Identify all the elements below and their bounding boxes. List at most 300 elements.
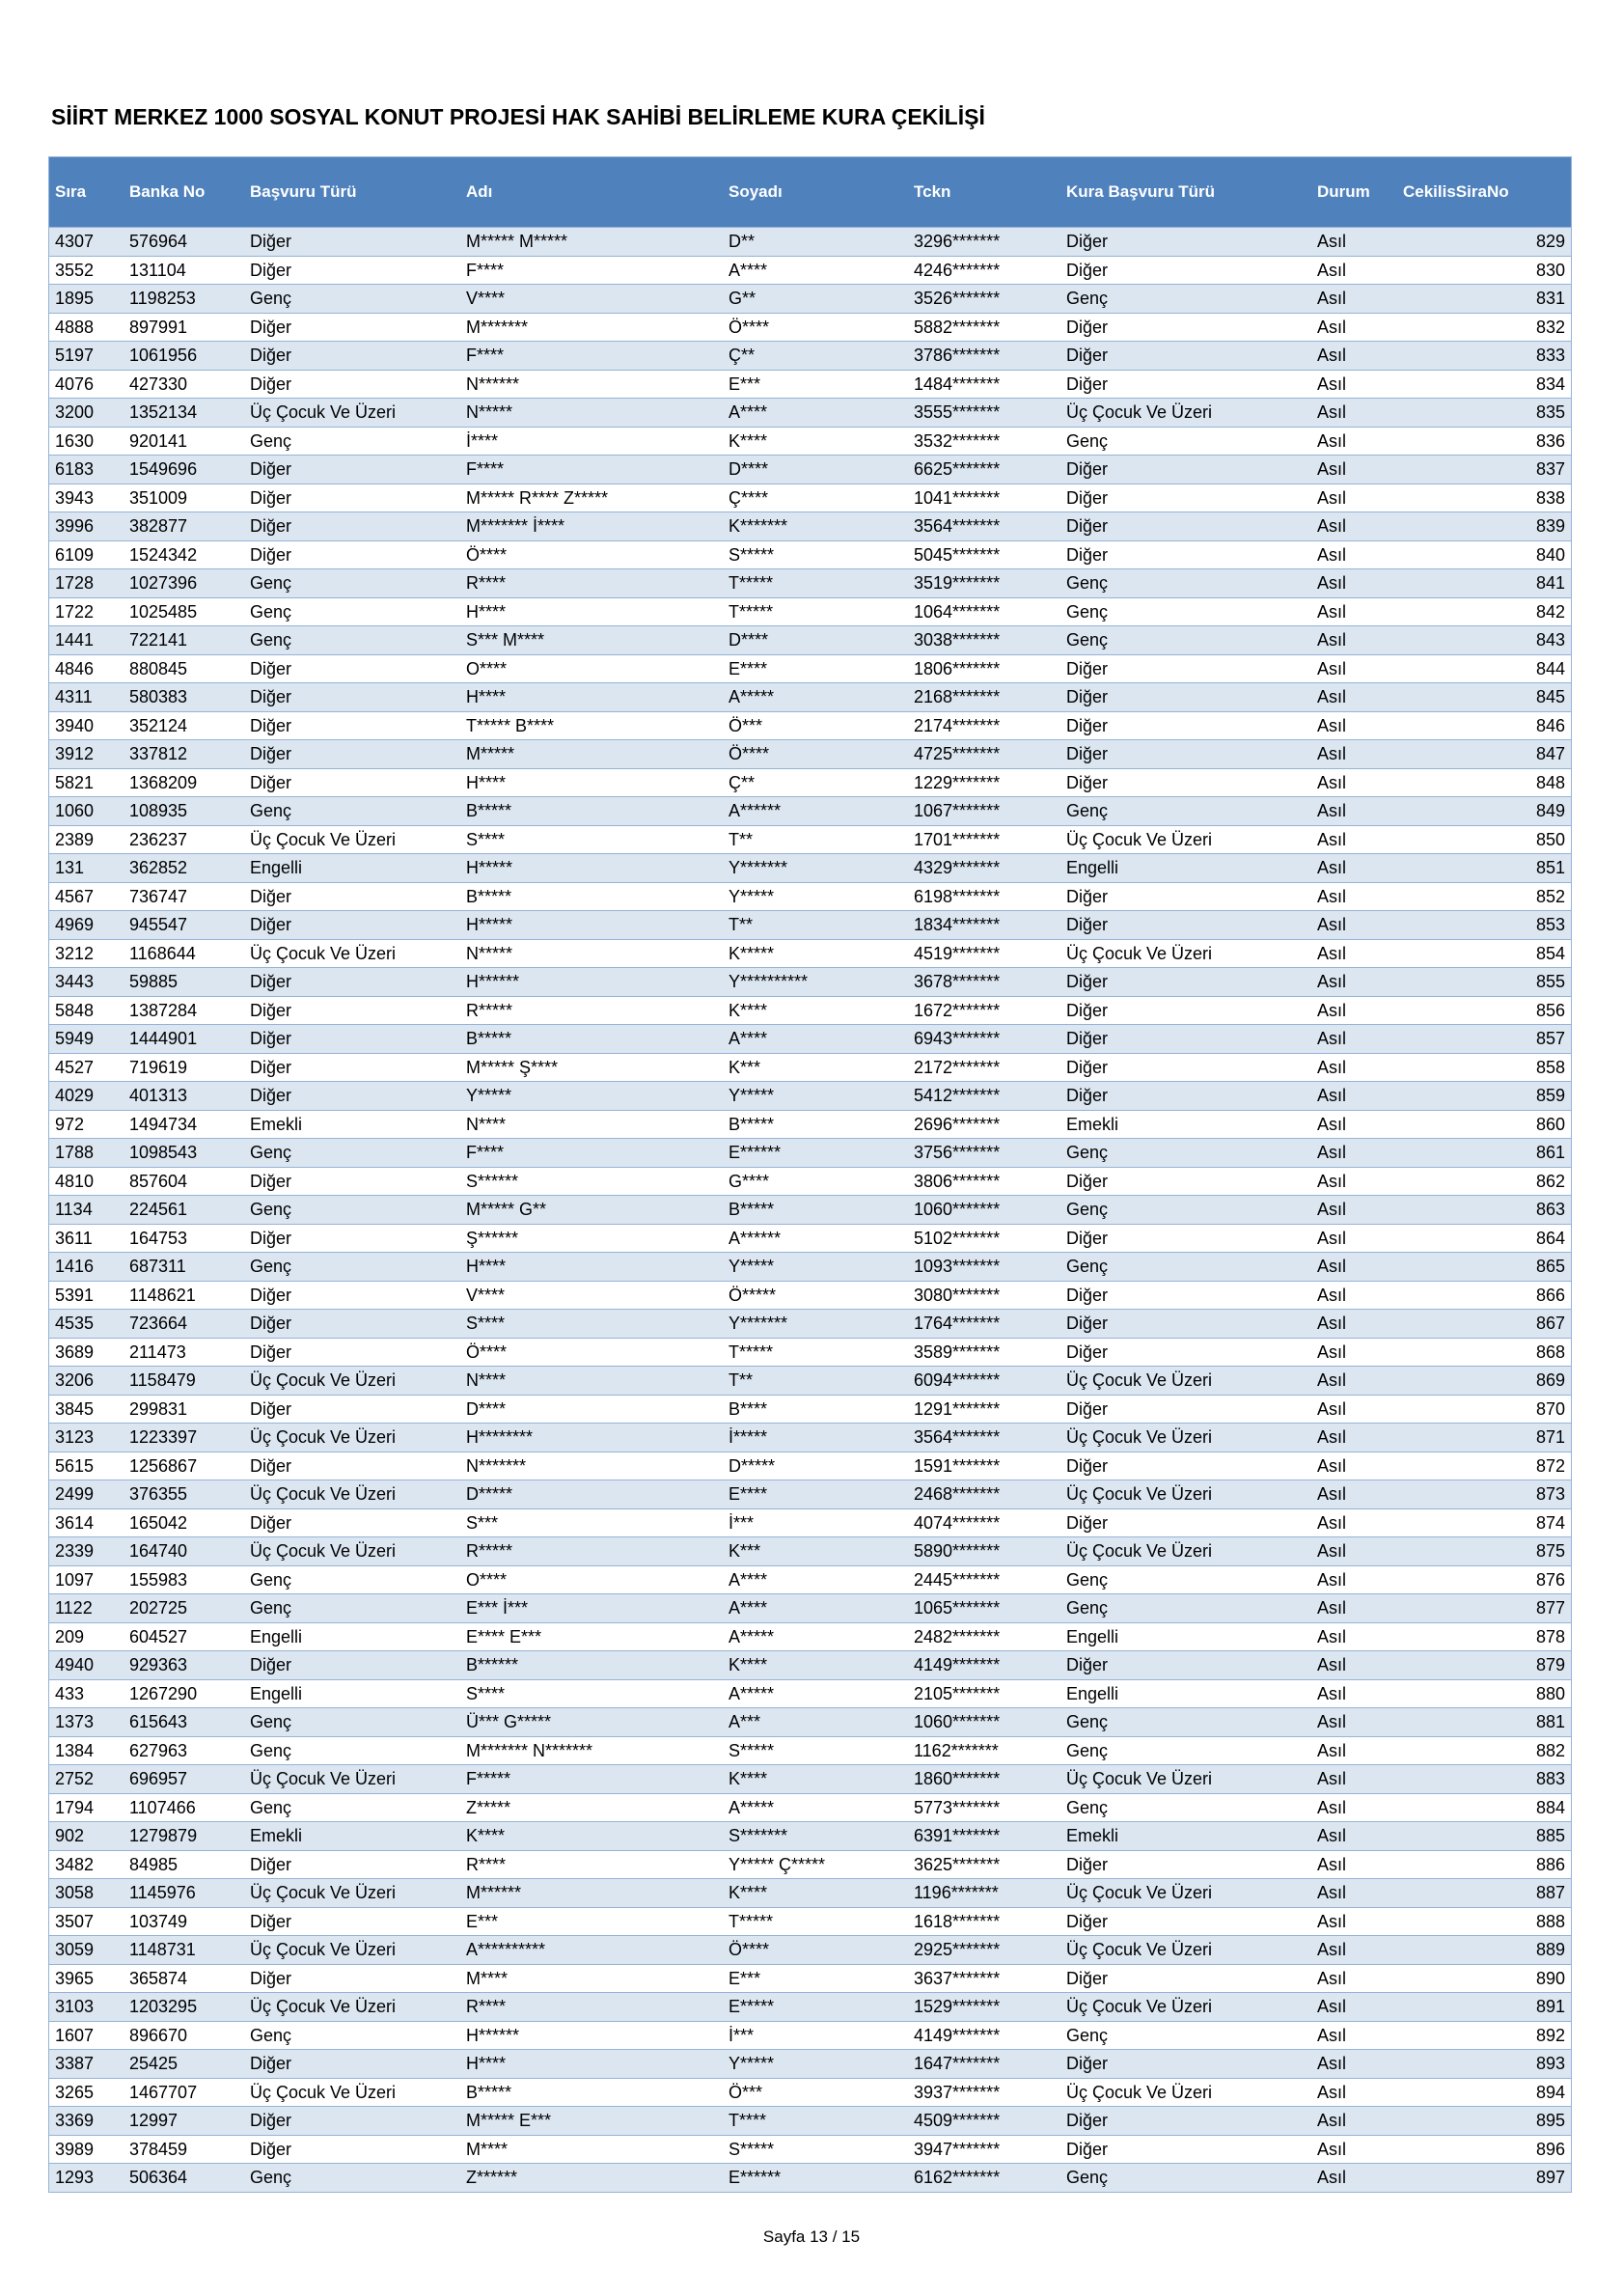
cell-sira: 3443	[55, 972, 95, 992]
cell-banka-no: 164740	[129, 1541, 188, 1562]
cell-cekilis-sira-no: 854	[1535, 943, 1565, 963]
cell-basvuru-turu: Üç Çocuk Ve Üzeri	[250, 1883, 397, 1903]
cell-durum: Asıl	[1317, 232, 1347, 252]
table-row	[49, 2135, 1571, 2164]
cell-durum: Asıl	[1317, 658, 1347, 678]
cell-basvuru-turu: Üç Çocuk Ve Üzeri	[250, 1541, 397, 1562]
cell-basvuru-turu: Genç	[250, 1569, 292, 1590]
cell-tckn: 5882*******	[914, 317, 1001, 337]
cell-banka-no: 378459	[129, 2139, 188, 2159]
cell-sira: 1384	[55, 1740, 95, 1760]
cell-basvuru-turu: Üç Çocuk Ve Üzeri	[250, 1427, 397, 1448]
cell-banka-no: 202725	[129, 1598, 188, 1618]
cell-banka-no: 615643	[129, 1712, 188, 1732]
cell-banka-no: 1098543	[129, 1143, 198, 1163]
cell-kura-basvuru-turu: Diğer	[1066, 317, 1109, 337]
table-row	[49, 1536, 1571, 1565]
cell-soyadi: Ö****	[729, 744, 770, 764]
cell-basvuru-turu: Genç	[250, 1797, 292, 1817]
cell-sira: 4311	[55, 687, 93, 707]
cell-adi: N****	[466, 1114, 507, 1134]
cell-durum: Asıl	[1317, 544, 1347, 565]
cell-banka-no: 165042	[129, 1512, 188, 1533]
cell-durum: Asıl	[1317, 1029, 1347, 1049]
cell-soyadi: K****	[729, 1655, 768, 1675]
cell-soyadi: Ö****	[729, 1940, 770, 1960]
cell-basvuru-turu: Diğer	[250, 516, 292, 537]
table-row	[49, 1622, 1571, 1651]
cell-tckn: 2445*******	[914, 1569, 1001, 1590]
cell-kura-basvuru-turu: Üç Çocuk Ve Üzeri	[1066, 402, 1213, 423]
cell-durum: Asıl	[1317, 915, 1347, 935]
cell-basvuru-turu: Diğer	[250, 346, 292, 366]
cell-banka-no: 131104	[129, 260, 186, 280]
cell-tckn: 2168*******	[914, 687, 1001, 707]
cell-kura-basvuru-turu: Emekli	[1066, 1114, 1119, 1134]
cell-soyadi: T**	[729, 829, 754, 849]
cell-kura-basvuru-turu: Diğer	[1066, 1655, 1109, 1675]
cell-kura-basvuru-turu: Diğer	[1066, 516, 1109, 537]
cell-durum: Asıl	[1317, 2111, 1347, 2131]
cell-adi: F****	[466, 1143, 505, 1163]
cell-adi: Ö****	[466, 1342, 508, 1362]
cell-banka-no: 376355	[129, 1484, 188, 1505]
cell-banka-no: 108935	[129, 801, 188, 821]
cell-adi: N****	[466, 1370, 507, 1391]
cell-kura-basvuru-turu: Diğer	[1066, 2111, 1109, 2131]
cell-durum: Asıl	[1317, 487, 1347, 508]
header-sira: Sıra	[55, 182, 87, 201]
cell-sira: 5197	[55, 346, 95, 366]
cell-cekilis-sira-no: 884	[1535, 1797, 1565, 1817]
cell-soyadi: Ö****	[729, 317, 770, 337]
cell-banka-no: 723664	[129, 1314, 188, 1334]
cell-basvuru-turu: Genç	[250, 1200, 292, 1220]
cell-basvuru-turu: Diğer	[250, 1057, 292, 1077]
cell-durum: Asıl	[1317, 2139, 1347, 2159]
cell-kura-basvuru-turu: Engelli	[1066, 858, 1119, 878]
cell-basvuru-turu: Üç Çocuk Ve Üzeri	[250, 1370, 397, 1391]
cell-basvuru-turu: Genç	[250, 1712, 292, 1732]
cell-adi: E***	[466, 1911, 499, 1931]
cell-sira: 1373	[55, 1712, 95, 1732]
cell-soyadi: K***	[729, 1541, 761, 1562]
cell-adi: F*****	[466, 1769, 511, 1789]
cell-cekilis-sira-no: 850	[1535, 829, 1565, 849]
cell-cekilis-sira-no: 856	[1535, 1000, 1565, 1020]
cell-cekilis-sira-no: 891	[1535, 1997, 1565, 2017]
cell-soyadi: S*****	[729, 1740, 775, 1760]
cell-kura-basvuru-turu: Üç Çocuk Ve Üzeri	[1066, 1484, 1213, 1505]
table-row	[49, 427, 1571, 456]
cell-cekilis-sira-no: 859	[1535, 1086, 1565, 1106]
cell-tckn: 1647*******	[914, 2054, 1001, 2074]
cell-kura-basvuru-turu: Üç Çocuk Ve Üzeri	[1066, 2082, 1213, 2102]
cell-adi: M*****	[466, 744, 515, 764]
cell-adi: T***** B****	[466, 715, 555, 735]
cell-soyadi: K***	[729, 1057, 761, 1077]
cell-tckn: 1484*******	[914, 373, 1001, 394]
cell-tckn: 3625*******	[914, 1854, 1001, 1874]
table-row	[49, 1878, 1571, 1907]
cell-adi: E*** İ***	[466, 1598, 529, 1618]
cell-kura-basvuru-turu: Diğer	[1066, 1057, 1109, 1077]
cell-kura-basvuru-turu: Diğer	[1066, 2054, 1109, 2074]
cell-adi: B*****	[466, 801, 512, 821]
cell-sira: 3369	[55, 2111, 95, 2131]
cell-tckn: 2696*******	[914, 1114, 1001, 1134]
cell-banka-no: 1158479	[129, 1370, 196, 1391]
cell-adi: S****	[466, 829, 506, 849]
cell-adi: R*****	[466, 1541, 513, 1562]
cell-adi: M***** M*****	[466, 232, 568, 252]
cell-durum: Asıl	[1317, 1740, 1347, 1760]
cell-soyadi: İ***	[729, 2025, 755, 2045]
cell-sira: 6183	[55, 459, 95, 480]
cell-durum: Asıl	[1317, 1114, 1347, 1134]
cell-kura-basvuru-turu: Diğer	[1066, 1398, 1109, 1419]
cell-tckn: 3678*******	[914, 972, 1001, 992]
cell-banka-no: 84985	[129, 1854, 179, 1874]
cell-banka-no: 736747	[129, 886, 188, 906]
cell-kura-basvuru-turu: Genç	[1066, 1740, 1109, 1760]
cell-banka-no: 351009	[129, 487, 188, 508]
header-adi: Adı	[466, 182, 493, 201]
cell-cekilis-sira-no: 876	[1535, 1569, 1565, 1590]
cell-cekilis-sira-no: 843	[1535, 630, 1565, 650]
cell-kura-basvuru-turu: Üç Çocuk Ve Üzeri	[1066, 1940, 1213, 1960]
cell-soyadi: T**	[729, 915, 754, 935]
cell-basvuru-turu: Diğer	[250, 2054, 292, 2074]
cell-sira: 972	[55, 1114, 85, 1134]
table-row	[49, 1195, 1571, 1224]
cell-cekilis-sira-no: 847	[1535, 744, 1565, 764]
cell-cekilis-sira-no: 873	[1535, 1484, 1565, 1505]
cell-adi: H*****	[466, 915, 513, 935]
cell-adi: B*****	[466, 886, 512, 906]
cell-sira: 1293	[55, 2168, 95, 2188]
cell-cekilis-sira-no: 846	[1535, 715, 1565, 735]
cell-basvuru-turu: Genç	[250, 2025, 292, 2045]
cell-durum: Asıl	[1317, 430, 1347, 451]
table-row	[49, 1281, 1571, 1310]
cell-sira: 3212	[55, 943, 95, 963]
cell-tckn: 4149*******	[914, 1655, 1001, 1675]
cell-basvuru-turu: Diğer	[250, 1000, 292, 1020]
cell-cekilis-sira-no: 848	[1535, 772, 1565, 792]
cell-tckn: 6198*******	[914, 886, 1001, 906]
cell-banka-no: 103749	[129, 1911, 188, 1931]
cell-kura-basvuru-turu: Diğer	[1066, 1854, 1109, 1874]
cell-sira: 1441	[55, 630, 95, 650]
cell-tckn: 3564*******	[914, 516, 1001, 537]
cell-soyadi: T*****	[729, 1911, 774, 1931]
cell-cekilis-sira-no: 844	[1535, 658, 1565, 678]
cell-tckn: 1041*******	[914, 487, 1001, 508]
cell-adi: M****	[466, 2139, 509, 2159]
cell-kura-basvuru-turu: Diğer	[1066, 459, 1109, 480]
cell-durum: Asıl	[1317, 2168, 1347, 2188]
cell-tckn: 2172*******	[914, 1057, 1001, 1077]
table-row	[49, 512, 1571, 540]
cell-durum: Asıl	[1317, 289, 1347, 309]
table-row	[49, 1565, 1571, 1594]
cell-basvuru-turu: Genç	[250, 573, 292, 594]
cell-basvuru-turu: Diğer	[250, 1455, 292, 1476]
cell-tckn: 4725*******	[914, 744, 1001, 764]
cell-tckn: 1162*******	[914, 1740, 999, 1760]
cell-tckn: 3555*******	[914, 402, 1001, 423]
cell-soyadi: Y***** Ç*****	[729, 1854, 826, 1874]
table-row	[49, 2049, 1571, 2078]
page-number: Sayfa 13 / 15	[762, 2227, 861, 2246]
cell-soyadi: E****	[729, 1484, 768, 1505]
cell-basvuru-turu: Diğer	[250, 544, 292, 565]
cell-sira: 3206	[55, 1370, 95, 1391]
cell-basvuru-turu: Diğer	[250, 886, 292, 906]
cell-adi: A**********	[466, 1940, 546, 1960]
table-row	[49, 796, 1571, 825]
cell-tckn: 4149*******	[914, 2025, 1001, 2045]
cell-soyadi: E***	[729, 1968, 761, 1988]
cell-soyadi: S*****	[729, 544, 775, 565]
cell-durum: Asıl	[1317, 1057, 1347, 1077]
table-row	[49, 1138, 1571, 1167]
cell-soyadi: A*****	[729, 687, 775, 707]
cell-kura-basvuru-turu: Diğer	[1066, 373, 1109, 394]
cell-basvuru-turu: Diğer	[250, 915, 292, 935]
cell-soyadi: Ç****	[729, 487, 769, 508]
cell-soyadi: Y*******	[729, 1314, 788, 1334]
cell-adi: B*****	[466, 2082, 512, 2102]
cell-sira: 3996	[55, 516, 95, 537]
cell-sira: 5848	[55, 1000, 95, 1020]
cell-tckn: 1591*******	[914, 1455, 1001, 1476]
cell-kura-basvuru-turu: Üç Çocuk Ve Üzeri	[1066, 943, 1213, 963]
cell-banka-no: 576964	[129, 232, 188, 252]
cell-cekilis-sira-no: 872	[1535, 1455, 1565, 1476]
cell-soyadi: D****	[729, 630, 769, 650]
cell-tckn: 6094*******	[914, 1370, 1001, 1391]
cell-cekilis-sira-no: 832	[1535, 317, 1565, 337]
table-row	[49, 398, 1571, 427]
cell-soyadi: B*****	[729, 1114, 775, 1134]
cell-soyadi: T*****	[729, 573, 774, 594]
cell-cekilis-sira-no: 892	[1535, 2025, 1565, 2045]
cell-banka-no: 155983	[129, 1569, 188, 1590]
table-row	[49, 1964, 1571, 1993]
cell-banka-no: 687311	[129, 1257, 186, 1277]
cell-soyadi: G****	[729, 1171, 770, 1191]
cell-soyadi: K****	[729, 1769, 768, 1789]
cell-basvuru-turu: Diğer	[250, 487, 292, 508]
lottery-results-table	[48, 156, 1572, 2193]
table-row	[49, 1679, 1571, 1708]
cell-sira: 1794	[55, 1797, 95, 1817]
cell-tckn: 6162*******	[914, 2168, 1001, 2188]
cell-sira: 4029	[55, 1086, 95, 1106]
table-row	[49, 2078, 1571, 2107]
cell-durum: Asıl	[1317, 1512, 1347, 1533]
cell-sira: 4567	[55, 886, 95, 906]
table-row	[49, 882, 1571, 911]
cell-banka-no: 580383	[129, 687, 188, 707]
cell-banka-no: 1148621	[129, 1285, 196, 1305]
cell-banka-no: 1148731	[129, 1940, 196, 1960]
cell-sira: 4307	[55, 232, 95, 252]
cell-adi: O****	[466, 1569, 508, 1590]
cell-banka-no: 299831	[129, 1398, 188, 1419]
table-row	[49, 1793, 1571, 1822]
cell-cekilis-sira-no: 868	[1535, 1342, 1565, 1362]
cell-durum: Asıl	[1317, 1370, 1347, 1391]
cell-kura-basvuru-turu: Genç	[1066, 2025, 1109, 2045]
cell-basvuru-turu: Üç Çocuk Ve Üzeri	[250, 1997, 397, 2017]
cell-soyadi: T*****	[729, 601, 774, 622]
table-row	[49, 1452, 1571, 1480]
cell-sira: 3059	[55, 1940, 95, 1960]
cell-kura-basvuru-turu: Diğer	[1066, 346, 1109, 366]
cell-tckn: 5412*******	[914, 1086, 1001, 1106]
cell-durum: Asıl	[1317, 858, 1347, 878]
cell-soyadi: K****	[729, 1883, 768, 1903]
cell-basvuru-turu: Diğer	[250, 1171, 292, 1191]
table-row	[49, 1224, 1571, 1253]
table-row	[49, 540, 1571, 569]
cell-durum: Asıl	[1317, 1398, 1347, 1419]
table-row	[49, 1736, 1571, 1765]
cell-adi: R****	[466, 1854, 507, 1874]
cell-cekilis-sira-no: 865	[1535, 1257, 1565, 1277]
cell-basvuru-turu: Diğer	[250, 317, 292, 337]
cell-adi: B******	[466, 1655, 519, 1675]
cell-cekilis-sira-no: 849	[1535, 801, 1565, 821]
cell-cekilis-sira-no: 866	[1535, 1285, 1565, 1305]
cell-cekilis-sira-no: 869	[1535, 1370, 1565, 1391]
table-row	[49, 1423, 1571, 1452]
cell-kura-basvuru-turu: Diğer	[1066, 744, 1109, 764]
cell-basvuru-turu: Genç	[250, 630, 292, 650]
cell-basvuru-turu: Diğer	[250, 772, 292, 792]
cell-kura-basvuru-turu: Diğer	[1066, 886, 1109, 906]
table-row	[49, 1167, 1571, 1196]
cell-adi: M******	[466, 1883, 522, 1903]
cell-banka-no: 1198253	[129, 289, 196, 309]
cell-basvuru-turu: Genç	[250, 1598, 292, 1618]
cell-cekilis-sira-no: 894	[1535, 2082, 1565, 2102]
cell-soyadi: İ***	[729, 1512, 755, 1533]
cell-durum: Asıl	[1317, 317, 1347, 337]
cell-kura-basvuru-turu: Engelli	[1066, 1683, 1119, 1703]
cell-soyadi: A*****	[729, 1626, 775, 1646]
cell-basvuru-turu: Diğer	[250, 1029, 292, 1049]
cell-cekilis-sira-no: 877	[1535, 1598, 1565, 1618]
cell-soyadi: B****	[729, 1398, 768, 1419]
cell-soyadi: E***	[729, 373, 761, 394]
cell-durum: Asıl	[1317, 1143, 1347, 1163]
header-soyadi: Soyadı	[729, 182, 783, 201]
table-row	[49, 739, 1571, 768]
cell-basvuru-turu: Diğer	[250, 1342, 292, 1362]
header-basvuru-turu: Başvuru Türü	[250, 182, 357, 201]
cell-banka-no: 1256867	[129, 1455, 198, 1476]
table-row	[49, 1480, 1571, 1508]
cell-adi: H****	[466, 772, 507, 792]
table-row	[49, 1252, 1571, 1281]
table-row	[49, 227, 1571, 256]
cell-cekilis-sira-no: 889	[1535, 1940, 1565, 1960]
cell-soyadi: A****	[729, 260, 768, 280]
cell-tckn: 2468*******	[914, 1484, 1001, 1505]
cell-basvuru-turu: Genç	[250, 430, 292, 451]
cell-basvuru-turu: Diğer	[250, 1228, 292, 1248]
cell-basvuru-turu: Genç	[250, 289, 292, 309]
cell-kura-basvuru-turu: Diğer	[1066, 1285, 1109, 1305]
cell-basvuru-turu: Genç	[250, 2168, 292, 2188]
table-row	[49, 284, 1571, 313]
table-row	[49, 1650, 1571, 1679]
cell-basvuru-turu: Genç	[250, 1143, 292, 1163]
cell-cekilis-sira-no: 853	[1535, 915, 1565, 935]
cell-kura-basvuru-turu: Genç	[1066, 801, 1109, 821]
cell-sira: 4810	[55, 1171, 95, 1191]
cell-soyadi: K****	[729, 1000, 768, 1020]
cell-adi: H********	[466, 1427, 534, 1448]
cell-cekilis-sira-no: 874	[1535, 1512, 1565, 1533]
cell-adi: F****	[466, 346, 505, 366]
cell-sira: 209	[55, 1626, 85, 1646]
cell-sira: 2339	[55, 1541, 95, 1562]
cell-durum: Asıl	[1317, 1541, 1347, 1562]
cell-sira: 3912	[55, 744, 95, 764]
cell-sira: 1728	[55, 573, 95, 594]
table-row	[49, 1053, 1571, 1082]
header-banka-no: Banka No	[129, 182, 206, 201]
cell-basvuru-turu: Diğer	[250, 1512, 292, 1533]
cell-adi: M***** G**	[466, 1200, 547, 1220]
cell-basvuru-turu: Genç	[250, 1257, 292, 1277]
table-row	[49, 625, 1571, 654]
cell-durum: Asıl	[1317, 1569, 1347, 1590]
cell-durum: Asıl	[1317, 1769, 1347, 1789]
cell-durum: Asıl	[1317, 829, 1347, 849]
cell-adi: Z******	[466, 2168, 518, 2188]
cell-sira: 3552	[55, 260, 95, 280]
table-row	[49, 939, 1571, 968]
cell-soyadi: Y*****	[729, 886, 775, 906]
cell-durum: Asıl	[1317, 801, 1347, 821]
cell-basvuru-turu: Diğer	[250, 1854, 292, 1874]
cell-durum: Asıl	[1317, 402, 1347, 423]
cell-adi: E**** E***	[466, 1626, 542, 1646]
cell-basvuru-turu: Genç	[250, 1740, 292, 1760]
cell-adi: H****	[466, 1257, 507, 1277]
cell-adi: R*****	[466, 1000, 513, 1020]
cell-kura-basvuru-turu: Diğer	[1066, 1029, 1109, 1049]
cell-adi: D*****	[466, 1484, 513, 1505]
cell-cekilis-sira-no: 860	[1535, 1114, 1565, 1134]
cell-durum: Asıl	[1317, 1883, 1347, 1903]
cell-banka-no: 1223397	[129, 1427, 198, 1448]
cell-cekilis-sira-no: 842	[1535, 601, 1565, 622]
cell-cekilis-sira-no: 857	[1535, 1029, 1565, 1049]
cell-sira: 3689	[55, 1342, 95, 1362]
cell-durum: Asıl	[1317, 601, 1347, 622]
cell-banka-no: 12997	[129, 2111, 179, 2131]
cell-durum: Asıl	[1317, 2082, 1347, 2102]
page-title: SİİRT MERKEZ 1000 SOSYAL KONUT PROJESİ HAK SAHİBİ BELİRLEME KURA ÇEKİLİŞİ	[51, 104, 985, 129]
table-row	[49, 1366, 1571, 1395]
